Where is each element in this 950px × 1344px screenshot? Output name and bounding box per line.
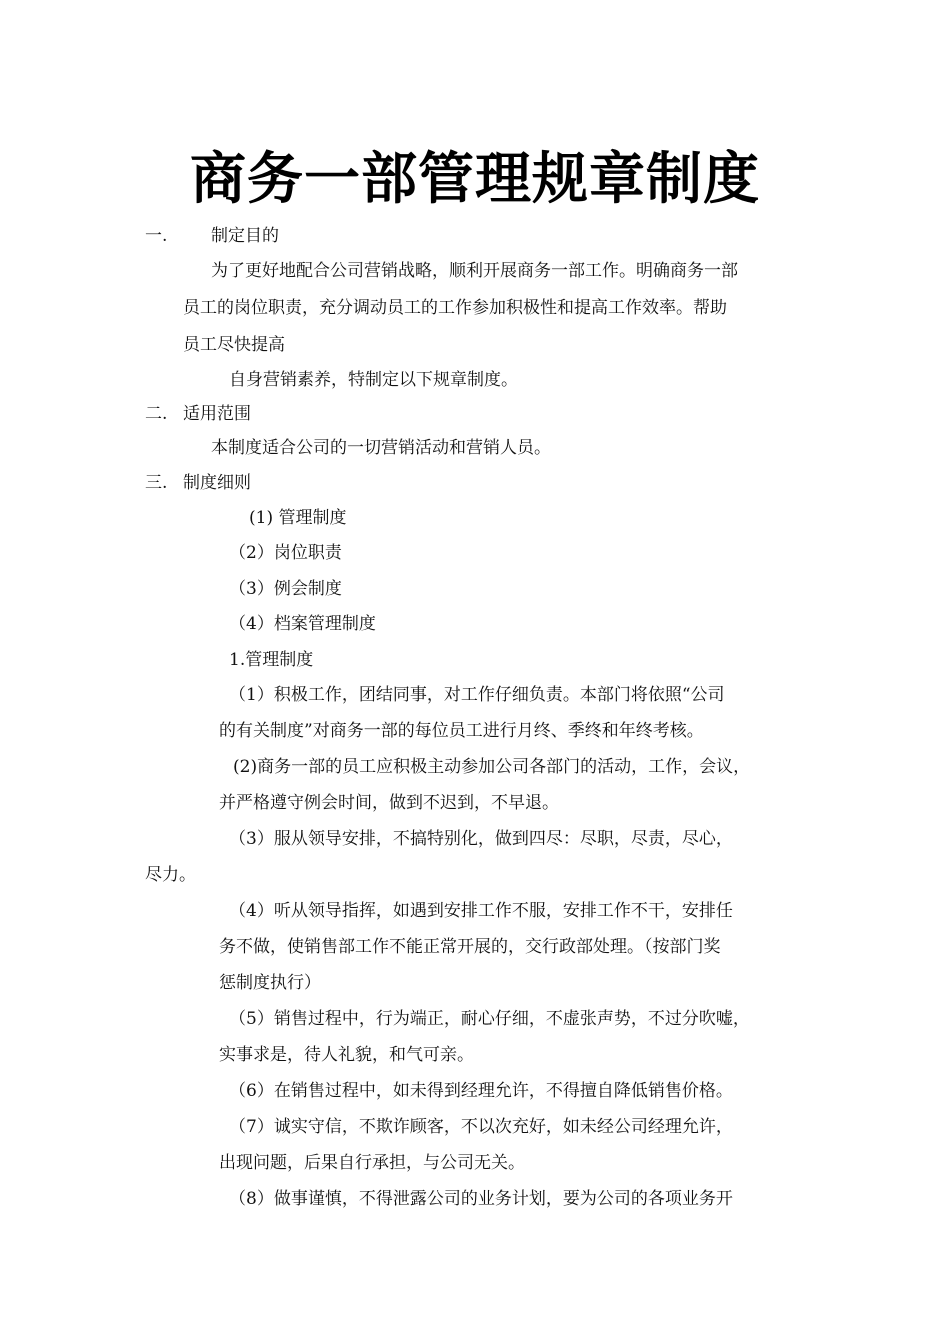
section-1-paragraph-line: 员工尽快提高 (183, 335, 285, 355)
rule-line: （6）在销售过程中，如未得到经理允许，不得擅自降低销售价格。 (229, 1081, 733, 1101)
rule-line: 并严格遵守例会时间，做到不迟到，不早退。 (219, 793, 559, 813)
rule-line: （8）做事谨慎，不得泄露公司的业务计划，要为公司的各项业务开 (229, 1189, 733, 1209)
rule-line: 实事求是，待人礼貌，和气可亲。 (219, 1045, 474, 1065)
toc-item: （4）档案管理制度 (229, 614, 376, 634)
toc-item: (1) 管理制度 (249, 508, 347, 528)
rule-line: 的有关制度”对商务一部的每位员工进行月终、季终和年终考核。 (219, 721, 704, 741)
toc-item: （3）例会制度 (229, 579, 342, 599)
section-3-heading: 制度细则 (183, 473, 251, 493)
section-1-paragraph-line: 自身营销素养，特制定以下规章制度。 (229, 370, 518, 390)
rule-line: 惩制度执行） (219, 973, 321, 993)
section-2-heading: 适用范围 (183, 404, 251, 424)
section-3-number: 三. (145, 473, 168, 493)
section-2-number: 二. (145, 404, 168, 424)
subsection-heading: 1.管理制度 (229, 650, 314, 670)
rule-line: （1）积极工作，团结同事，对工作仔细负责。本部门将依照“公司 (229, 685, 725, 705)
rule-line: 尽力。 (145, 865, 196, 885)
document-title: 商务一部管理规章制度 (190, 147, 760, 212)
rule-line: 务不做，使销售部工作不能正常开展的，交行政部处理。（按部门奖 (219, 937, 721, 957)
section-1-number: 一. (145, 226, 168, 246)
section-1-heading: 制定目的 (211, 226, 279, 246)
rule-line: 出现问题，后果自行承担，与公司无关。 (219, 1153, 525, 1173)
section-2-paragraph: 本制度适合公司的一切营销活动和营销人员。 (211, 438, 551, 458)
section-1-paragraph-line: 为了更好地配合公司营销战略，顺利开展商务一部工作。明确商务一部 (211, 261, 738, 281)
rule-line: （4）听从领导指挥，如遇到安排工作不服，安排工作不干，安排任 (229, 901, 733, 921)
rule-line: （3）服从领导安排，不搞特别化，做到四尽：尽职，尽责，尽心， (229, 829, 733, 849)
section-1-paragraph-line: 员工的岗位职责，充分调动员工的工作参加积极性和提高工作效率。帮助 (183, 298, 727, 318)
rule-line: （5）销售过程中，行为端正，耐心仔细，不虚张声势，不过分吹嘘， (229, 1009, 750, 1029)
rule-line: (2)商务一部的员工应积极主动参加公司各部门的活动，工作，会议， (233, 757, 751, 777)
toc-item: （2）岗位职责 (229, 543, 342, 563)
rule-line: （7）诚实守信，不欺诈顾客，不以次充好，如未经公司经理允许， (229, 1117, 733, 1137)
